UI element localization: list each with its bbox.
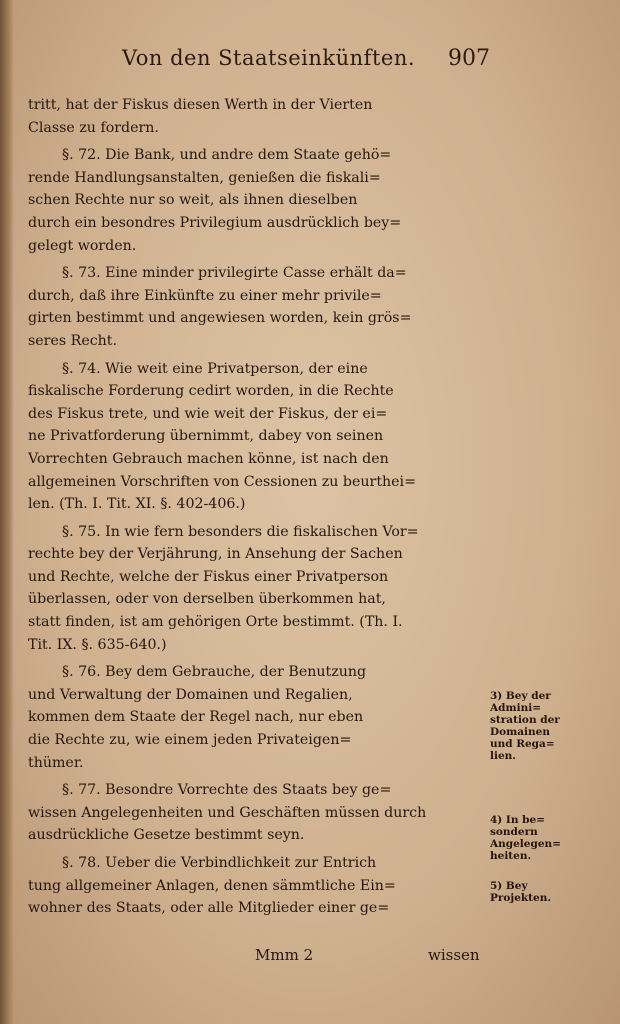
- margin-line: stration der: [490, 714, 560, 726]
- margin-line: 3) Bey der: [490, 690, 551, 702]
- text-line: kommen dem Staate der Regel nach, nur eben: [28, 709, 364, 726]
- text-line: wissen Angelegenheiten und Geschäften müssen durch: [28, 804, 427, 821]
- paragraph-continuation: [28, 94, 488, 139]
- text-line: §. 77. Besondre Vorrechte des Staats bey ge=: [62, 782, 392, 799]
- running-title: Von den Staatseinkünften.: [122, 46, 416, 70]
- margin-line: Domainen: [490, 726, 550, 738]
- margin-line: 4) In be=: [490, 814, 545, 826]
- text-line: tung allgemeiner Anlagen, denen sämmtliche Ein=: [28, 877, 396, 894]
- signature-mark: Mmm 2: [255, 946, 314, 964]
- text-line: §. 76. Bey dem Gebrauche, der Benutzung: [62, 664, 367, 681]
- text-line: ausdrückliche Gesetze bestimmt seyn.: [28, 827, 305, 844]
- text-line: statt finden, ist am gehörigen Orte bestimmt. (Th. I.: [28, 614, 403, 631]
- margin-line: 5) Bey: [490, 880, 528, 892]
- text-line: die Rechte zu, wie einem jeden Privateigen=: [28, 732, 352, 749]
- paragraph-s76: [28, 661, 488, 774]
- text-line: §. 78. Ueber die Verbindlichkeit zur Entrich: [62, 855, 377, 871]
- text-line: Vorrechten Gebrauch machen könne, ist nach den: [28, 450, 389, 467]
- text-line: §. 74. Wie weit eine Privatperson, der eine: [62, 360, 368, 377]
- page-gutter: [0, 0, 14, 1024]
- text-line: überlassen, oder von derselben überkommen hat,: [28, 591, 386, 608]
- catchword: wissen: [428, 946, 480, 964]
- text-line: schen Rechte nur so weit, als ihnen dieselben: [28, 192, 358, 209]
- paragraph-s72: [28, 144, 488, 257]
- paragraph-s77: [28, 779, 488, 847]
- text-line: §. 75. In wie fern besonders die fiskalischen Vor=: [62, 523, 419, 540]
- margin-line: lien.: [490, 750, 516, 762]
- margin-line: Projekten.: [490, 892, 552, 904]
- margin-line: sondern: [490, 826, 538, 838]
- text-line: len. (Th. I. Tit. XI. §. 402-406.): [28, 496, 246, 513]
- margin-note-5: [490, 880, 566, 904]
- margin-line: Admini=: [490, 702, 542, 714]
- text-line: rende Handlungsanstalten, genießen die fiskali=: [28, 169, 381, 186]
- text-line: durch, daß ihre Einkünfte zu einer mehr privile=: [28, 287, 382, 304]
- text-line: des Fiskus trete, und wie weit der Fiskus, der ei=: [28, 405, 388, 422]
- text-line: und Rechte, welche der Fiskus einer Privatperson: [28, 568, 389, 585]
- margin-line: und Rega=: [490, 738, 555, 750]
- text-line: wohner des Staats, oder alle Mitglieder einer ge=: [28, 900, 390, 917]
- paragraph-s78: [28, 852, 488, 920]
- text-line: allgemeinen Vorschriften von Cessionen zu beurthei=: [28, 473, 416, 490]
- paragraph-s75: [28, 521, 488, 657]
- page-number: 907: [448, 46, 490, 71]
- page-header: [30, 46, 490, 82]
- paragraph-s73: [28, 262, 488, 352]
- margin-note-3: [490, 690, 566, 762]
- text-line: Tit. IX. §. 635-640.): [28, 636, 167, 653]
- text-line: rechte bey der Verjährung, in Ansehung der Sachen: [28, 546, 403, 563]
- text-line: durch ein besondres Privilegium ausdrücklich bey=: [28, 214, 402, 231]
- text-line: seres Recht.: [28, 332, 118, 349]
- margin-line: Angelegen=: [490, 838, 561, 850]
- text-line: thümer.: [28, 754, 84, 771]
- text-line: Classe zu fordern.: [28, 119, 159, 136]
- text-line: fiskalische Forderung cedirt worden, in die Rechte: [28, 383, 394, 400]
- text-line: girten bestimmt und angewiesen worden, kein grös=: [28, 310, 412, 327]
- margin-line: heiten.: [490, 850, 532, 862]
- text-line: gelegt worden.: [28, 237, 137, 254]
- text-line: ne Privatforderung übernimmt, dabey von seinen: [28, 428, 384, 445]
- text-line: §. 72. Die Bank, und andre dem Staate gehö=: [62, 147, 392, 164]
- text-line: tritt, hat der Fiskus diesen Werth in der Vierten: [28, 97, 373, 113]
- text-line: §. 73. Eine minder privilegirte Casse erhält da=: [62, 265, 407, 282]
- paragraph-s74: [28, 358, 488, 516]
- text-line: und Verwaltung der Domainen und Regalien,: [28, 686, 353, 703]
- page-body: [28, 94, 488, 925]
- margin-note-4: [490, 814, 566, 862]
